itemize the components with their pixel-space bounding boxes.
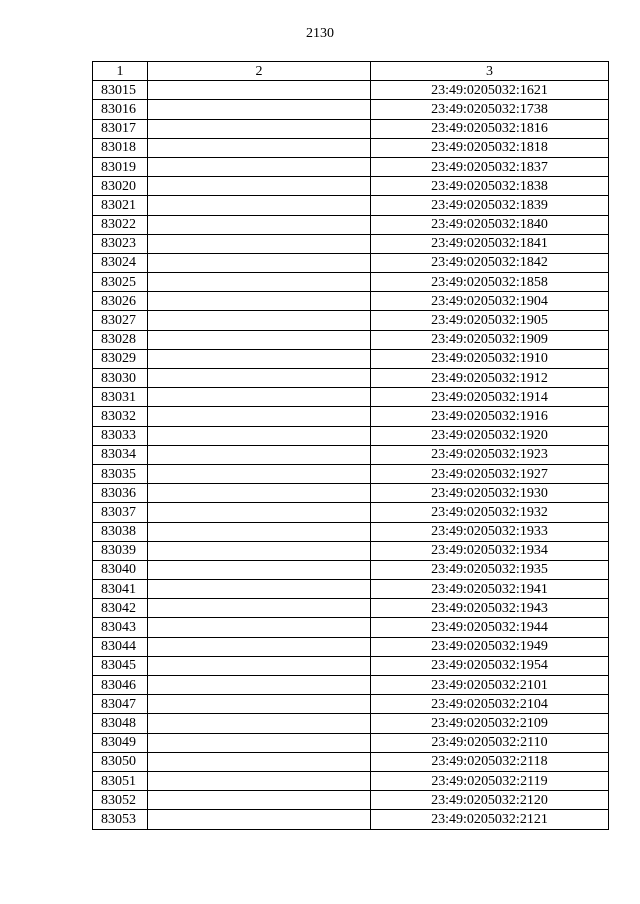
row-empty-cell xyxy=(148,138,371,157)
table-row xyxy=(93,560,609,579)
cadastral-number-cell: 23:49:0205032:1910 xyxy=(371,349,609,368)
table-row xyxy=(93,273,609,292)
row-number-cell: 83046 xyxy=(93,676,148,695)
row-number-cell: 83038 xyxy=(93,522,148,541)
row-empty-cell xyxy=(148,369,371,388)
cadastral-number-cell: 23:49:0205032:1905 xyxy=(371,311,609,330)
cadastral-number-cell: 23:49:0205032:2119 xyxy=(371,771,609,790)
cadastral-number-cell: 23:49:0205032:1935 xyxy=(371,560,609,579)
table-row xyxy=(93,81,609,100)
table-row xyxy=(93,752,609,771)
table-row xyxy=(93,177,609,196)
cadastral-number-cell: 23:49:0205032:1933 xyxy=(371,522,609,541)
row-number-cell: 83036 xyxy=(93,484,148,503)
cadastral-number-cell: 23:49:0205032:1904 xyxy=(371,292,609,311)
row-empty-cell xyxy=(148,714,371,733)
table-row xyxy=(93,407,609,426)
column-header-1: 1 xyxy=(93,62,148,81)
cadastral-number-cell: 23:49:0205032:1927 xyxy=(371,464,609,483)
cadastral-number-cell: 23:49:0205032:2101 xyxy=(371,676,609,695)
table-row xyxy=(93,445,609,464)
table-row xyxy=(93,676,609,695)
row-empty-cell xyxy=(148,695,371,714)
row-number-cell: 83015 xyxy=(93,81,148,100)
row-empty-cell xyxy=(148,599,371,618)
row-number-cell: 83033 xyxy=(93,426,148,445)
cadastral-number-cell: 23:49:0205032:1858 xyxy=(371,273,609,292)
table-row xyxy=(93,119,609,138)
row-number-cell: 83016 xyxy=(93,100,148,119)
table-row xyxy=(93,369,609,388)
row-empty-cell xyxy=(148,771,371,790)
row-empty-cell xyxy=(148,234,371,253)
table-row xyxy=(93,464,609,483)
row-number-cell: 83037 xyxy=(93,503,148,522)
cadastral-number-cell: 23:49:0205032:1818 xyxy=(371,138,609,157)
table-header xyxy=(93,62,609,81)
row-empty-cell xyxy=(148,580,371,599)
row-empty-cell xyxy=(148,253,371,272)
row-number-cell: 83022 xyxy=(93,215,148,234)
row-empty-cell xyxy=(148,464,371,483)
table-row xyxy=(93,656,609,675)
cadastral-number-cell: 23:49:0205032:1909 xyxy=(371,330,609,349)
row-number-cell: 83047 xyxy=(93,695,148,714)
cadastral-number-cell: 23:49:0205032:1923 xyxy=(371,445,609,464)
column-header-2: 2 xyxy=(148,62,371,81)
cadastral-number-cell: 23:49:0205032:2121 xyxy=(371,810,609,829)
registry-table xyxy=(92,61,609,830)
row-number-cell: 83043 xyxy=(93,618,148,637)
row-number-cell: 83053 xyxy=(93,810,148,829)
table-row xyxy=(93,349,609,368)
row-number-cell: 83025 xyxy=(93,273,148,292)
row-number-cell: 83034 xyxy=(93,445,148,464)
row-number-cell: 83017 xyxy=(93,119,148,138)
table-row xyxy=(93,484,609,503)
cadastral-number-cell: 23:49:0205032:1949 xyxy=(371,637,609,656)
row-empty-cell xyxy=(148,522,371,541)
table-row xyxy=(93,637,609,656)
row-number-cell: 83049 xyxy=(93,733,148,752)
row-empty-cell xyxy=(148,100,371,119)
header-row xyxy=(93,62,609,81)
row-number-cell: 83051 xyxy=(93,771,148,790)
table-row xyxy=(93,522,609,541)
cadastral-number-cell: 23:49:0205032:1930 xyxy=(371,484,609,503)
table-row xyxy=(93,388,609,407)
row-number-cell: 83030 xyxy=(93,369,148,388)
row-number-cell: 83028 xyxy=(93,330,148,349)
row-empty-cell xyxy=(148,637,371,656)
row-empty-cell xyxy=(148,157,371,176)
row-empty-cell xyxy=(148,426,371,445)
cadastral-number-cell: 23:49:0205032:1943 xyxy=(371,599,609,618)
table-row xyxy=(93,791,609,810)
cadastral-number-cell: 23:49:0205032:1944 xyxy=(371,618,609,637)
column-header-3: 3 xyxy=(371,62,609,81)
row-empty-cell xyxy=(148,541,371,560)
cadastral-number-cell: 23:49:0205032:1916 xyxy=(371,407,609,426)
cadastral-number-cell: 23:49:0205032:1840 xyxy=(371,215,609,234)
row-empty-cell xyxy=(148,560,371,579)
row-number-cell: 83029 xyxy=(93,349,148,368)
row-number-cell: 83031 xyxy=(93,388,148,407)
row-empty-cell xyxy=(148,733,371,752)
row-number-cell: 83032 xyxy=(93,407,148,426)
table-row xyxy=(93,196,609,215)
table-row xyxy=(93,311,609,330)
row-empty-cell xyxy=(148,810,371,829)
row-number-cell: 83026 xyxy=(93,292,148,311)
table-row xyxy=(93,234,609,253)
row-number-cell: 83039 xyxy=(93,541,148,560)
table-row xyxy=(93,771,609,790)
row-empty-cell xyxy=(148,503,371,522)
cadastral-number-cell: 23:49:0205032:1842 xyxy=(371,253,609,272)
row-number-cell: 83050 xyxy=(93,752,148,771)
table-row xyxy=(93,503,609,522)
cadastral-number-cell: 23:49:0205032:1837 xyxy=(371,157,609,176)
row-number-cell: 83052 xyxy=(93,791,148,810)
cadastral-number-cell: 23:49:0205032:1816 xyxy=(371,119,609,138)
cadastral-number-cell: 23:49:0205032:1914 xyxy=(371,388,609,407)
row-number-cell: 83048 xyxy=(93,714,148,733)
table-row xyxy=(93,580,609,599)
cadastral-number-cell: 23:49:0205032:1941 xyxy=(371,580,609,599)
table-row xyxy=(93,215,609,234)
cadastral-number-cell: 23:49:0205032:2110 xyxy=(371,733,609,752)
row-number-cell: 83044 xyxy=(93,637,148,656)
row-empty-cell xyxy=(148,273,371,292)
table-row xyxy=(93,599,609,618)
cadastral-number-cell: 23:49:0205032:1621 xyxy=(371,81,609,100)
table-row xyxy=(93,714,609,733)
row-empty-cell xyxy=(148,292,371,311)
row-number-cell: 83024 xyxy=(93,253,148,272)
table-row xyxy=(93,618,609,637)
row-number-cell: 83021 xyxy=(93,196,148,215)
table-row xyxy=(93,292,609,311)
cadastral-number-cell: 23:49:0205032:1841 xyxy=(371,234,609,253)
row-empty-cell xyxy=(148,388,371,407)
cadastral-number-cell: 23:49:0205032:2118 xyxy=(371,752,609,771)
row-number-cell: 83023 xyxy=(93,234,148,253)
cadastral-number-cell: 23:49:0205032:2109 xyxy=(371,714,609,733)
row-empty-cell xyxy=(148,330,371,349)
table-row xyxy=(93,330,609,349)
row-number-cell: 83035 xyxy=(93,464,148,483)
table-row xyxy=(93,253,609,272)
row-number-cell: 83045 xyxy=(93,656,148,675)
row-empty-cell xyxy=(148,349,371,368)
table-row xyxy=(93,733,609,752)
row-empty-cell xyxy=(148,407,371,426)
table-row xyxy=(93,100,609,119)
row-empty-cell xyxy=(148,618,371,637)
cadastral-number-cell: 23:49:0205032:1912 xyxy=(371,369,609,388)
row-empty-cell xyxy=(148,656,371,675)
row-empty-cell xyxy=(148,196,371,215)
row-empty-cell xyxy=(148,676,371,695)
cadastral-number-cell: 23:49:0205032:1932 xyxy=(371,503,609,522)
table-row xyxy=(93,138,609,157)
row-empty-cell xyxy=(148,177,371,196)
cadastral-number-cell: 23:49:0205032:2104 xyxy=(371,695,609,714)
row-empty-cell xyxy=(148,445,371,464)
row-empty-cell xyxy=(148,215,371,234)
row-empty-cell xyxy=(148,311,371,330)
table-row xyxy=(93,541,609,560)
row-number-cell: 83018 xyxy=(93,138,148,157)
row-empty-cell xyxy=(148,81,371,100)
row-number-cell: 83042 xyxy=(93,599,148,618)
table-row xyxy=(93,810,609,829)
table-body xyxy=(93,81,609,829)
row-empty-cell xyxy=(148,791,371,810)
row-empty-cell xyxy=(148,484,371,503)
row-number-cell: 83041 xyxy=(93,580,148,599)
page-number: 2130 xyxy=(306,26,334,41)
cadastral-number-cell: 23:49:0205032:1920 xyxy=(371,426,609,445)
row-empty-cell xyxy=(148,752,371,771)
cadastral-number-cell: 23:49:0205032:1838 xyxy=(371,177,609,196)
cadastral-number-cell: 23:49:0205032:1934 xyxy=(371,541,609,560)
table-row xyxy=(93,157,609,176)
table-row xyxy=(93,695,609,714)
row-number-cell: 83040 xyxy=(93,560,148,579)
cadastral-number-cell: 23:49:0205032:1738 xyxy=(371,100,609,119)
cadastral-number-cell: 23:49:0205032:1954 xyxy=(371,656,609,675)
cadastral-number-cell: 23:49:0205032:2120 xyxy=(371,791,609,810)
row-number-cell: 83027 xyxy=(93,311,148,330)
row-number-cell: 83019 xyxy=(93,157,148,176)
cadastral-number-cell: 23:49:0205032:1839 xyxy=(371,196,609,215)
table-row xyxy=(93,426,609,445)
row-empty-cell xyxy=(148,119,371,138)
row-number-cell: 83020 xyxy=(93,177,148,196)
